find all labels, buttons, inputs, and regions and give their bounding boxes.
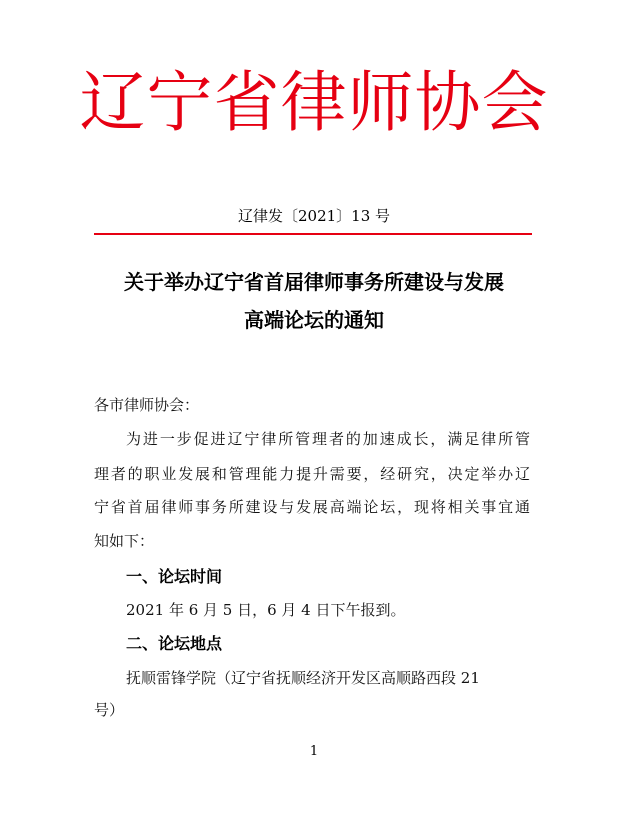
intro-line-4: 知如下： bbox=[94, 532, 155, 550]
letterhead-red-rule bbox=[94, 233, 532, 235]
salutation: 各市律师协会： bbox=[94, 396, 200, 414]
notice-title-line-2: 高端论坛的通知 bbox=[244, 308, 384, 332]
page-number: 1 bbox=[309, 744, 319, 759]
intro-line-2: 理者的职业发展和管理能力提升需要，经研究，决定举办辽 bbox=[94, 465, 530, 483]
section-time-text: 2021 年 6 月 5 日，6 月 4 日下午报到。 bbox=[126, 601, 406, 619]
letterhead-org-name: 辽宁省律师协会 bbox=[79, 64, 549, 141]
intro-line-3: 宁省首届律师事务所建设与发展高端论坛，现将相关事宜通 bbox=[94, 498, 530, 516]
notice-title-line-1: 关于举办辽宁省首届律师事务所建设与发展 bbox=[124, 270, 504, 294]
section-venue-text-line-1: 抚顺雷锋学院（辽宁省抚顺经济开发区高顺路西段 21 bbox=[126, 669, 480, 687]
section-heading-time: 一、论坛时间 bbox=[126, 567, 223, 586]
intro-line-1: 为进一步促进辽宁律所管理者的加速成长，满足律所管 bbox=[126, 430, 530, 448]
section-heading-venue: 二、论坛地点 bbox=[126, 634, 223, 653]
document-number: 辽律发〔2021〕13 号 bbox=[237, 207, 391, 225]
section-venue-text-line-2: 号） bbox=[94, 701, 125, 719]
